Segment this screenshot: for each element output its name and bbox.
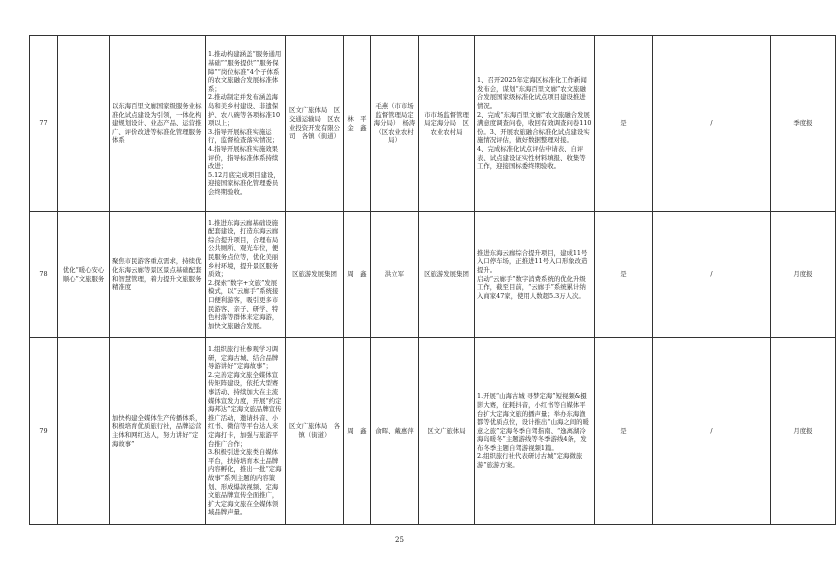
row-cooperate: 区旅游发展集团 [419, 212, 475, 338]
row-is-key: 是 [595, 36, 653, 212]
row-tasks: 1.组织旅行社参观学习调研，定海古城、结合品牌导游讲好“定海故事”； 2.完善定海文旅全媒体宣传矩阵建设，依托大型赛事活动、持续加大在主流媒体宣发力度，开展“约定海邦达”定海文旅品牌宣传推广活动，邀请抖音、小红书、微信等平台达人来定海打卡，加强与旅游平台推广合作； 3.积极引进文旅类自媒体平台，扶持培育本土品牌内容孵化，推出一批“定海故事”系列主题的内容策划、形成爆款视频、定海文旅品牌宣传全面推广，扩大定海文旅在全媒体领域品牌声量。 [206, 338, 286, 525]
row-progress: 推进东海云廊综合提升项目，建成11号入口停车场，正推进11号入口形象改造提升。 启动“云廊手”数字消费系统的优化升级工作，截至目前，“云廊手”系统累计纳入商家47家，使用人数超5.3万人次。 [475, 212, 595, 338]
row-cooperate: 区文广旅体局 [419, 338, 475, 525]
row-is-key: 是 [595, 338, 653, 525]
work-plan-table [29, 35, 836, 525]
row-responsible: 毛燕（市市场监督管理局定海分局） 杨涛（区农业农村局） [371, 36, 419, 212]
row-note: / [653, 212, 771, 338]
row-item-name [58, 338, 110, 525]
row-note: / [653, 36, 771, 212]
row-number: 79 [30, 338, 58, 525]
row-lead-unit: 区文广旅体局 区交通运输局 区农业投资开发有限公司 各镇（街道） [286, 36, 344, 212]
row-lead-unit: 区文广旅体局 各镇（街道） [286, 338, 344, 525]
row-tasks: 1.推动构建涵盖“服务通用基础”“服务提供”“服务保障”“岗位标准”4个子体系的农文旅融合发展标准体系； 2.推动制定并发布涵盖海岛和美乡村建设、非遗保护、农八碗等各项标准10项以上； 3.指导开展标准实施运行，监督检查落实情况； 4.指导开展标准实施效果评价，指导标准体系持续改进； 5.12月底完成项目建设，迎接国家标准化管理委员会终期验收。 [206, 36, 286, 212]
row-cooperate: 市市场监督管理局定海分局 区农业农村局 [419, 36, 475, 212]
row-lead-leader: 林 平 金 鑫 [344, 36, 371, 212]
table-row [30, 212, 836, 338]
row-item-name: 优化“暖心安心顺心”文旅服务 [58, 212, 110, 338]
row-lead-unit: 区旅游发展集团 [286, 212, 344, 338]
row-responsible: 俞晖、戴惠萍 [371, 338, 419, 525]
row-goal: 以东海百里文廊国家级服务业标准化试点建设为引领，一体化构建规划设计、业态产品、运营推广、评价改进等标准化管理服务体系 [110, 36, 206, 212]
row-tasks: 1.推进东海云廊基础设施配套建设，打造东海云廊综合提升项目，合理布局公共厕所、观光车位，便民服务点位等，优化美丽乡村环境，提升景区服务质效； 2.探索“数字+文旅”发展模式，以“云廊手”系统接口便利游客，吸引更多市民游客、亲子、研学、特色村落等群体来定海游，加快文旅融合发展。 [206, 212, 286, 338]
row-lead-leader: 周 鑫 [344, 212, 371, 338]
row-number: 77 [30, 36, 58, 212]
row-item-name [58, 36, 110, 212]
page-number: 25 [395, 536, 404, 544]
row-responsible: 洪立军 [371, 212, 419, 338]
row-is-key: 是 [595, 212, 653, 338]
row-goal: 聚焦市民游客重点需求，持续优化东海云廊等景区景点基础配套和智慧管理，着力提升文旅服务精准度 [110, 212, 206, 338]
table-row [30, 338, 836, 525]
row-note: / [653, 338, 771, 525]
row-goal: 加快构建全媒体生产传播体系，积极培育优质旅行社，品牌运营主体和网红达人，努力讲好“定海故事” [110, 338, 206, 525]
row-progress: 1.开展“山海古城 寻梦定海”短视频&摄影大赛，征耗抖音，小红书等自媒体平台扩大定海文旅的播声量；举办东海渔都等优质点位，设计推出“山海之间的暖意之旅”定海冬季自驾指南、“逸离湖冷 海岛暖冬”主题游线等冬季游线4条，发布冬季主题自驾游视频1篇。 2.组织旅行社代表研讨古城“定海微旅游”旅游方案。 [475, 338, 595, 525]
row-period: 季度报 [771, 36, 836, 212]
row-progress: 1、召开2025年定海区标准化工作新闻发布会，谋划“东海百里文廊”农文旅融合发展国家级标准化试点项目建设推进情况。 2、完成“东海百里文廊”农文旅融合发展满意度调查问卷，收回有效调查问卷110份。3、开展农旅融合标准化试点建设实施情况评估，做好数据整理对接。 4、完成标准化试点评估申请表、自评表、试点建设证实性材料填报、收集等工作，迎接国标委终期验收。 [475, 36, 595, 212]
table-row [30, 36, 836, 212]
row-lead-leader: 周 鑫 [344, 338, 371, 525]
row-number: 78 [30, 212, 58, 338]
row-period: 月度报 [771, 212, 836, 338]
row-period: 月度报 [771, 338, 836, 525]
